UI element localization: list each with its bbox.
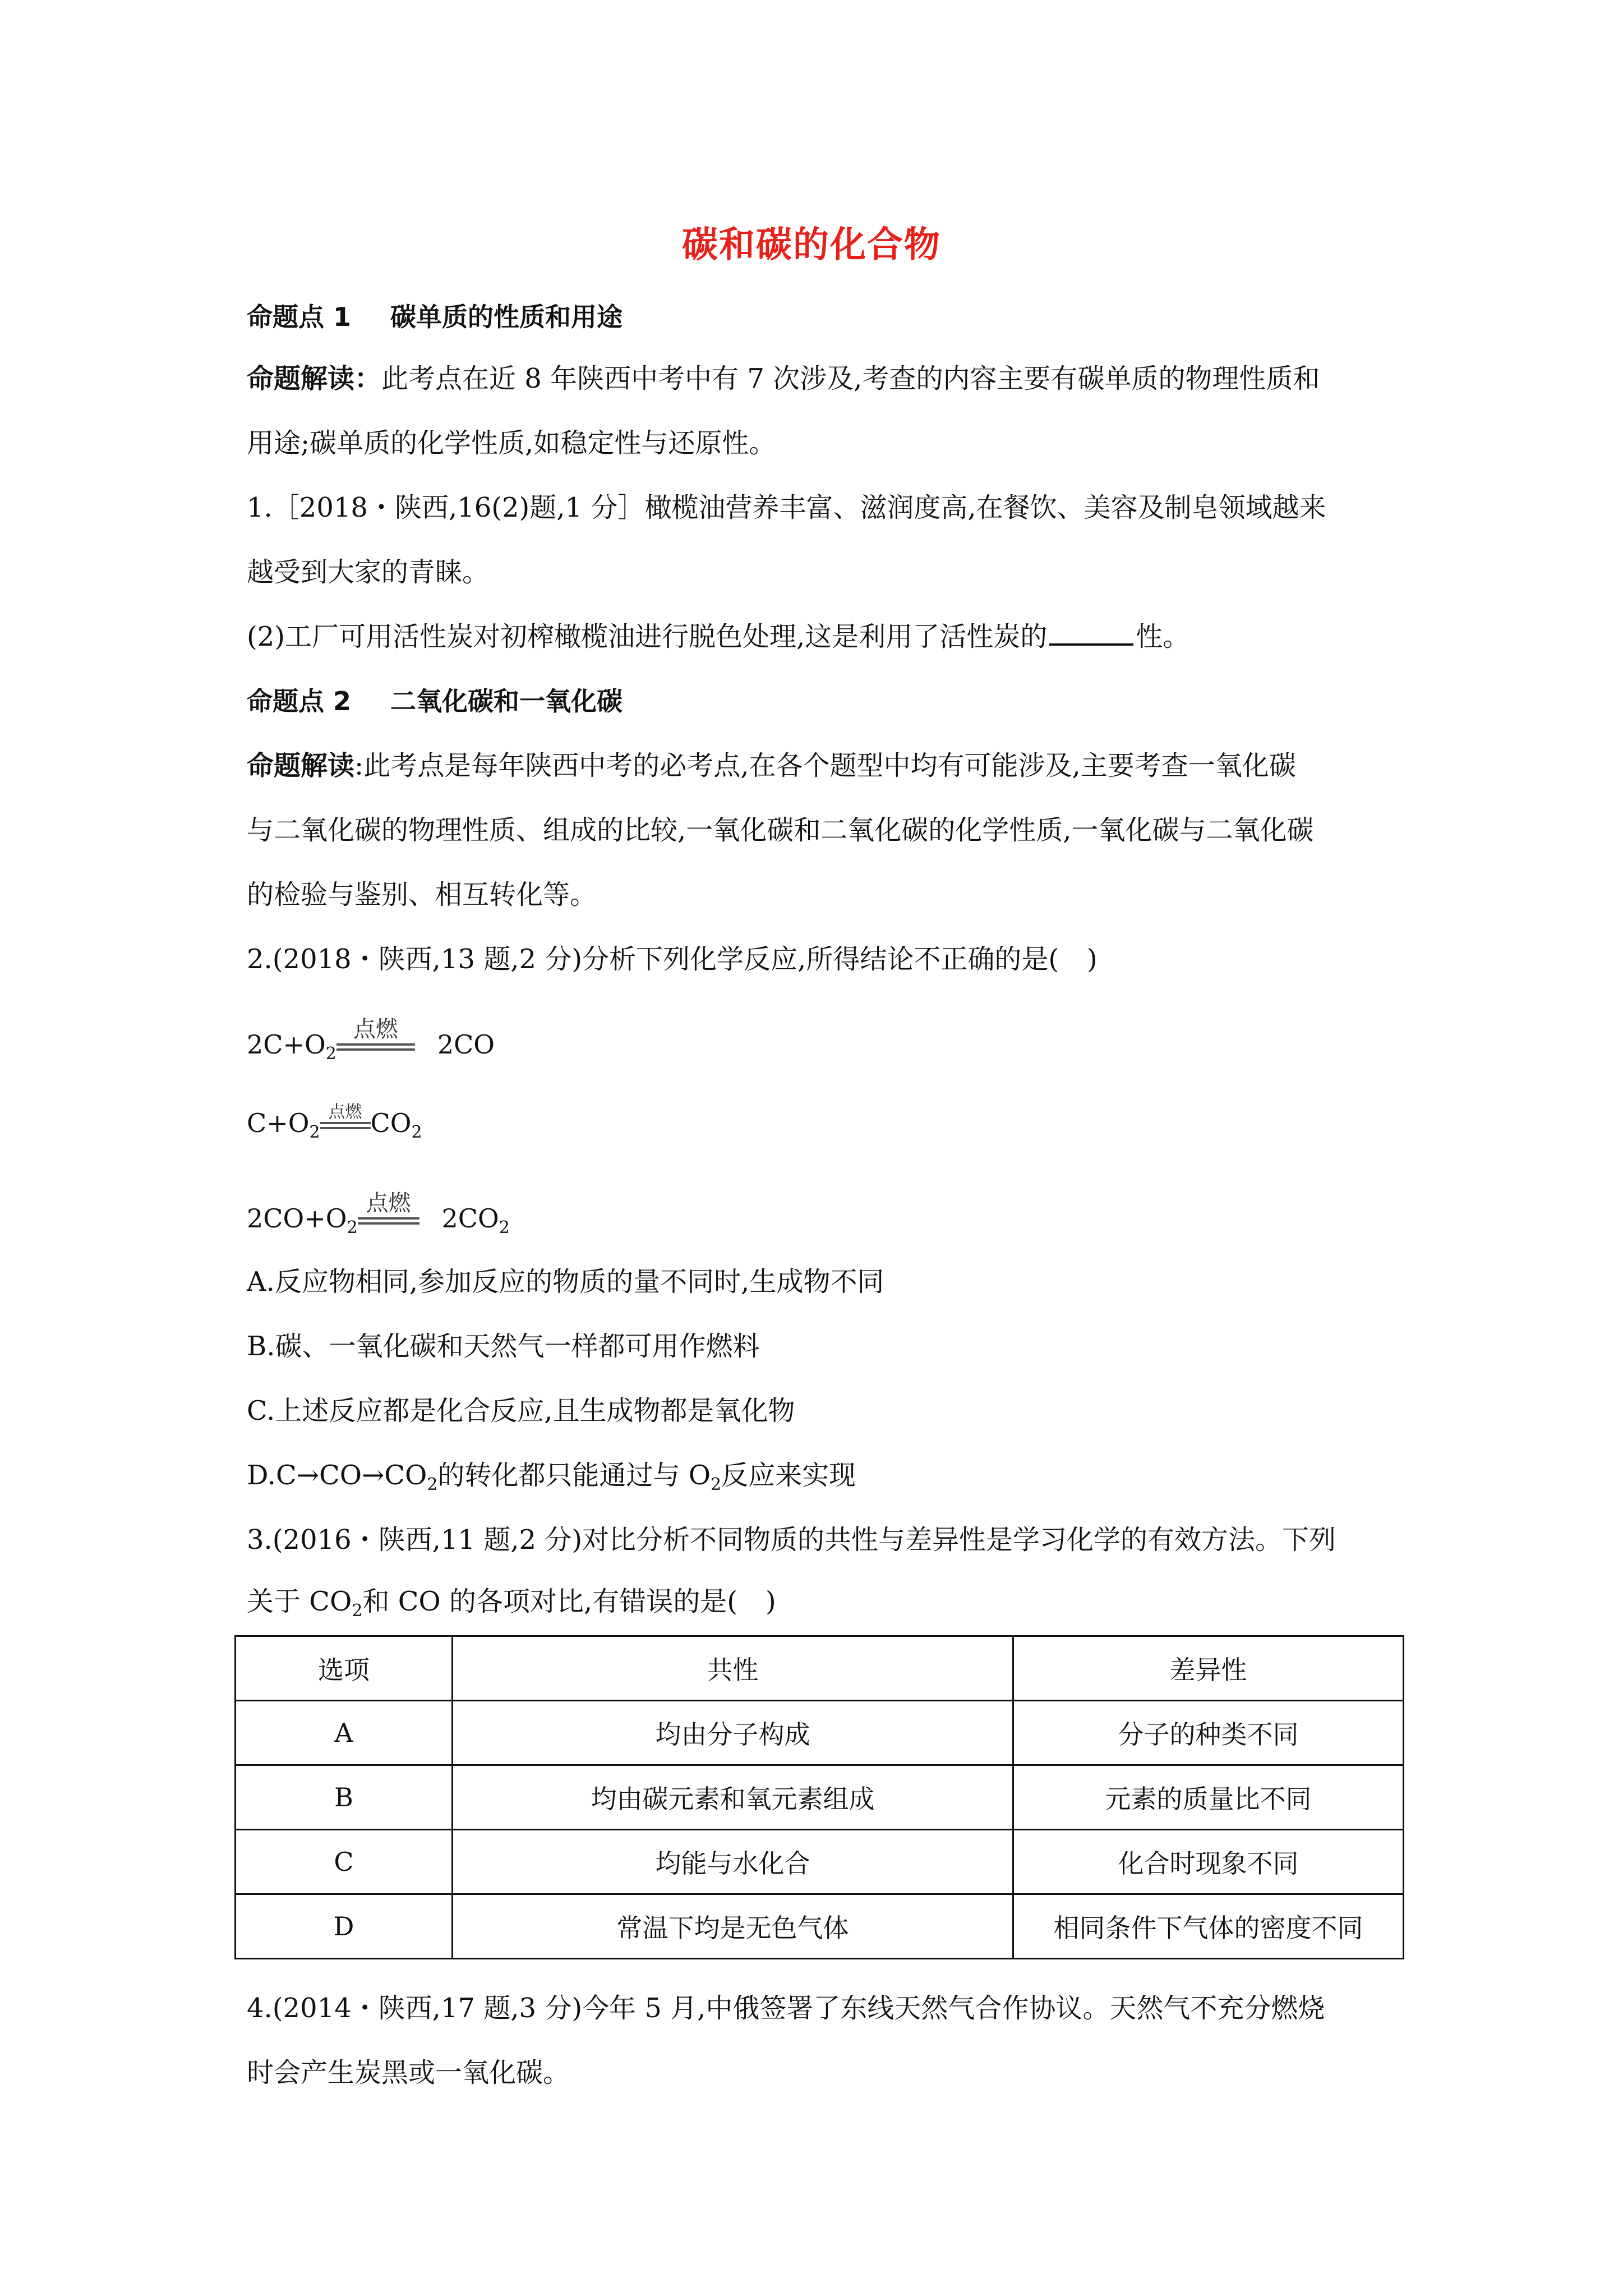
table-cell: 元素的质量比不同 <box>1013 1765 1403 1830</box>
q2-option-d[interactable]: $D.C\to CO\to CO_2$的转化都只能通过与 $O_2$反应来实现 <box>247 1460 856 1494</box>
topic1-heading <box>247 300 1402 334</box>
topic2-interpret-label: 命题解读 <box>247 750 355 781</box>
page-title: 碳和碳的化合物 <box>682 224 941 266</box>
table-cell: B <box>236 1765 453 1830</box>
q4-line2: 时会产生炭黑或一氧化碳。 <box>247 2057 570 2088</box>
table-cell: 均由碳元素和氧元素组成 <box>452 1765 1013 1830</box>
q2-option-b[interactable]: B.碳、一氧化碳和天然气一样都可用作燃料 <box>247 1331 760 1362</box>
topic1-interpret-label: 命题解读： <box>247 363 382 394</box>
table-cell: 均由分子构成 <box>452 1701 1013 1765</box>
q3-line2: 关于 $CO_2$和 CO 的各项对比,有错误的是( ) <box>247 1586 776 1621</box>
table-cell: 均能与水化合 <box>452 1830 1013 1894</box>
table-row <box>236 1765 1404 1830</box>
equation-3: $2CO+O_2$ 点燃 $2CO_2$ <box>247 1190 510 1237</box>
q1-line1: 1.［2018・陕西,16(2)题,1 分］橄榄油营养丰富、滋润度高,在餐饮、美容及制皂领域越来 <box>247 492 1326 523</box>
q2-option-c[interactable]: C.上述反应都是化合反应,且生成物都是氧化物 <box>247 1395 795 1427</box>
table-header: 共性 <box>452 1636 1013 1701</box>
reaction-arrow: 点燃 <box>358 1214 419 1227</box>
q1-subquestion: (2)工厂可用活性炭对初榨橄榄油进行脱色处理,这是利用了活性炭的 性。 <box>247 621 1190 652</box>
table-cell: D <box>236 1894 453 1959</box>
topic1-interpret-line2: 用途;碳单质的化学性质,如稳定性与还原性。 <box>247 427 776 459</box>
q2-option-a[interactable]: A.反应物相同,参加反应的物质的量不同时,生成物不同 <box>247 1266 884 1297</box>
topic1-label: 命题点 1 <box>247 302 352 332</box>
reaction-arrow: 点燃 <box>336 1041 415 1053</box>
table-cell: A <box>236 1701 453 1765</box>
table-row <box>236 1894 1404 1959</box>
q3-line1: 3.(2016・陕西,11 题,2 分)对比分析不同物质的共性与差异性是学习化学的有效方法。下列 <box>247 1524 1336 1556</box>
topic2-label: 命题点 2 <box>247 686 352 716</box>
table-cell: 相同条件下气体的密度不同 <box>1013 1894 1403 1959</box>
table-header: 选项 <box>236 1636 453 1701</box>
topic2-name: 二氧化碳和一氧化碳 <box>390 686 623 716</box>
table-header-row <box>236 1636 1404 1701</box>
comparison-table <box>234 1635 1404 1959</box>
answer-blank[interactable] <box>1049 621 1133 646</box>
topic2-heading <box>247 684 1402 718</box>
table-row <box>236 1830 1404 1894</box>
q4-line1: 4.(2014・陕西,17 题,3 分)今年 5 月,中俄签署了东线天然气合作协议。天然气不充分燃烧 <box>247 1993 1325 2024</box>
equation-2: $C+O_2$ 点燃 $CO_2$ <box>247 1102 422 1142</box>
table-cell: 分子的种类不同 <box>1013 1701 1403 1765</box>
q2-stem: 2.(2018・陕西,13 题,2 分)分析下列化学反应,所得结论不正确的是( ) <box>247 944 1098 975</box>
topic1-name: 碳单质的性质和用途 <box>390 302 623 332</box>
table-row <box>236 1701 1404 1765</box>
table-cell: 常温下均是无色气体 <box>452 1894 1013 1959</box>
equation-1: $2C+O_2$ 点燃 2CO <box>247 1016 495 1064</box>
table-cell: 化合时现象不同 <box>1013 1830 1403 1894</box>
topic2-interpret-line3: 的检验与鉴别、相互转化等。 <box>247 879 597 910</box>
q1-line2: 越受到大家的青睐。 <box>247 556 490 588</box>
topic2-interpret-line2: 与二氧化碳的物理性质、组成的比较,一氧化碳和二氧化碳的化学性质,一氧化碳与二氧化碳 <box>247 815 1314 846</box>
table-header: 差异性 <box>1013 1636 1403 1701</box>
topic1-interpret-line1: 命题解读：此考点在近 8 年陕西中考中有 7 次涉及,考查的内容主要有碳单质的物理性质和 <box>247 363 1320 394</box>
topic2-interpret-line1: 命题解读:此考点是每年陕西中考的必考点,在各个题型中均有可能涉及,主要考查一氧化碳 <box>247 750 1296 781</box>
table-cell: C <box>236 1830 453 1894</box>
reaction-arrow: 点燃 <box>320 1119 371 1132</box>
